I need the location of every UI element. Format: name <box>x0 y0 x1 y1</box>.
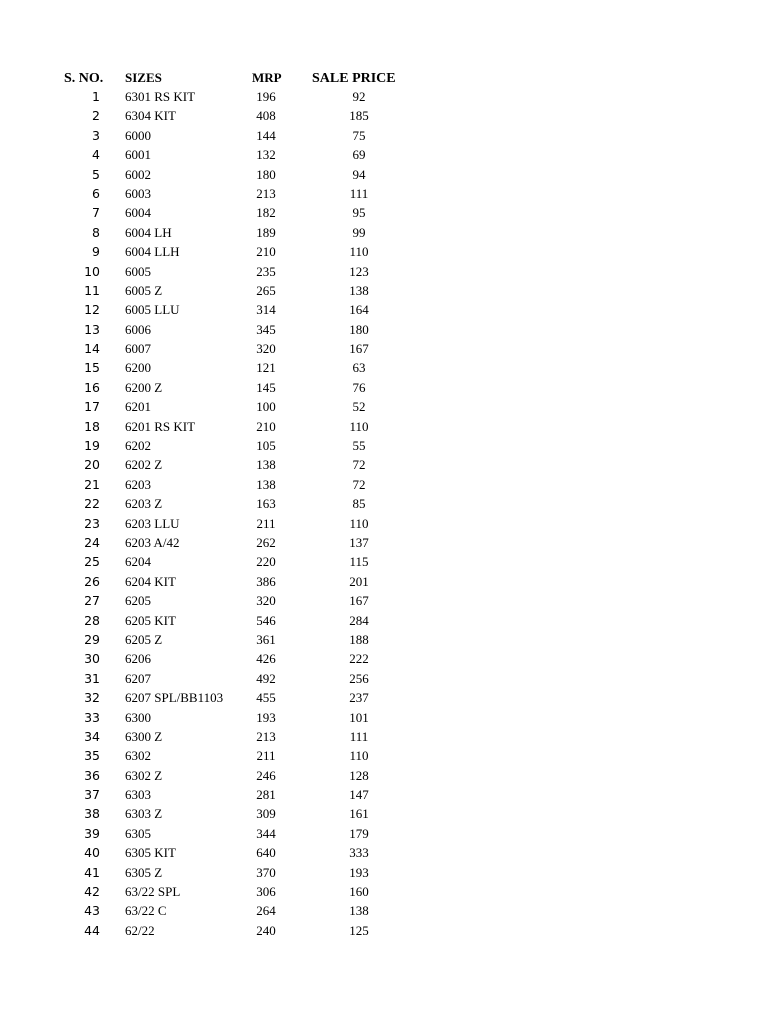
cell-size: 6206 <box>125 651 151 667</box>
cell-size: 6006 <box>125 321 151 337</box>
cell-sno: 10 <box>84 263 100 279</box>
cell-sale-price: 110 <box>349 244 369 260</box>
cell-size: 6205 <box>125 593 151 609</box>
cell-size: 6302 Z <box>125 767 163 783</box>
cell-size: 6301 RS KIT <box>125 89 196 104</box>
cell-size: 6303 <box>125 787 151 803</box>
cell-size: 6004 LLH <box>125 244 180 260</box>
table-row <box>0 921 768 940</box>
cell-sale-price: 284 <box>349 612 369 628</box>
cell-sale-price: 125 <box>349 922 369 938</box>
cell-sno: 36 <box>84 767 100 783</box>
table-row <box>0 455 768 474</box>
cell-sno: 29 <box>84 631 100 647</box>
cell-sale-price: 164 <box>349 302 369 318</box>
cell-mrp: 220 <box>256 554 276 570</box>
cell-mrp: 320 <box>256 341 276 357</box>
cell-sno: 33 <box>84 709 100 725</box>
cell-sno: 17 <box>84 399 100 415</box>
cell-sale-price: 188 <box>349 631 369 647</box>
cell-sale-price: 167 <box>349 341 369 357</box>
cell-sno: 3 <box>92 127 100 143</box>
table-row <box>0 649 768 668</box>
cell-sale-price: 256 <box>349 670 369 686</box>
cell-size: 6203 A/42 <box>125 534 180 550</box>
cell-sno: 24 <box>84 534 100 550</box>
table-row <box>0 863 768 882</box>
cell-sale-price: 69 <box>352 147 366 163</box>
cell-mrp: 213 <box>256 185 276 201</box>
cell-sale-price: 63 <box>352 360 366 376</box>
cell-sale-price: 75 <box>352 127 366 143</box>
cell-size: 6207 SPL/BB1103 <box>125 690 224 706</box>
cell-size: 6305 <box>125 825 151 841</box>
cell-sno: 20 <box>84 457 100 473</box>
cell-size: 6202 Z <box>125 457 163 473</box>
cell-mrp: 455 <box>256 690 276 706</box>
table-row <box>0 339 768 358</box>
cell-size: 6002 <box>125 166 151 182</box>
cell-size: 6303 Z <box>125 806 163 822</box>
cell-sale-price: 237 <box>349 690 369 706</box>
cell-sno: 6 <box>92 185 100 201</box>
cell-sno: 38 <box>84 806 100 822</box>
cell-mrp: 210 <box>256 418 276 434</box>
cell-size: 6005 <box>125 263 151 279</box>
cell-sno: 16 <box>84 379 100 395</box>
cell-sale-price: 110 <box>349 515 369 531</box>
cell-mrp: 193 <box>256 709 276 725</box>
table-row <box>0 262 768 281</box>
cell-mrp: 163 <box>256 496 276 512</box>
cell-sale-price: 110 <box>349 748 369 764</box>
cell-sno: 34 <box>84 728 100 744</box>
cell-size: 6001 <box>125 147 151 163</box>
table-row <box>0 126 768 145</box>
table-row <box>0 281 768 300</box>
cell-sale-price: 55 <box>352 438 366 454</box>
cell-size: 6300 <box>125 709 151 725</box>
table-row <box>0 397 768 416</box>
header-sizes: SIZES <box>125 70 162 85</box>
cell-mrp: 344 <box>256 825 276 841</box>
cell-mrp: 132 <box>256 147 276 163</box>
cell-sale-price: 111 <box>349 728 369 744</box>
cell-size: 6004 <box>125 205 151 221</box>
cell-sno: 42 <box>84 884 100 900</box>
cell-sale-price: 138 <box>349 282 369 298</box>
table-row <box>0 165 768 184</box>
cell-mrp: 182 <box>256 205 276 221</box>
table-row <box>0 572 768 591</box>
cell-sale-price: 92 <box>352 89 366 104</box>
cell-sno: 21 <box>84 476 100 492</box>
cell-sno: 4 <box>92 147 100 163</box>
cell-size: 6003 <box>125 185 151 201</box>
cell-sno: 41 <box>84 864 100 880</box>
cell-sno: 27 <box>84 593 100 609</box>
cell-mrp: 211 <box>256 515 276 531</box>
cell-sale-price: 95 <box>352 205 366 221</box>
cell-mrp: 361 <box>256 631 276 647</box>
cell-mrp: 386 <box>256 573 276 589</box>
cell-sno: 23 <box>84 515 100 531</box>
cell-size: 6302 <box>125 748 151 764</box>
cell-mrp: 426 <box>256 651 276 667</box>
cell-sno: 9 <box>92 244 100 260</box>
cell-mrp: 180 <box>256 166 276 182</box>
cell-mrp: 265 <box>256 282 276 298</box>
table-row <box>0 358 768 377</box>
table-row <box>0 475 768 494</box>
cell-sno: 18 <box>84 418 100 434</box>
cell-size: 6204 KIT <box>125 573 176 589</box>
cell-mrp: 306 <box>256 884 276 900</box>
table-row <box>0 533 768 552</box>
price-table-body <box>0 87 768 940</box>
cell-sale-price: 101 <box>349 709 369 725</box>
cell-sno: 44 <box>84 922 100 938</box>
table-row <box>0 843 768 862</box>
cell-size: 6203 Z <box>125 496 163 512</box>
table-row <box>0 746 768 765</box>
cell-mrp: 314 <box>256 302 276 318</box>
table-row <box>0 785 768 804</box>
cell-sale-price: 76 <box>352 379 366 395</box>
cell-sale-price: 128 <box>349 767 369 783</box>
cell-sale-price: 185 <box>349 108 369 124</box>
table-row <box>0 727 768 746</box>
cell-sno: 40 <box>84 845 100 861</box>
cell-size: 6207 <box>125 670 151 686</box>
cell-mrp: 213 <box>256 728 276 744</box>
cell-size: 6300 Z <box>125 728 163 744</box>
cell-size: 6007 <box>125 341 151 357</box>
cell-sno: 25 <box>84 554 100 570</box>
cell-sale-price: 72 <box>352 476 366 492</box>
table-row <box>0 242 768 261</box>
cell-mrp: 100 <box>256 399 276 415</box>
cell-sale-price: 111 <box>349 185 369 201</box>
cell-sno: 7 <box>92 205 100 221</box>
cell-sno: 26 <box>84 573 100 589</box>
cell-size: 6205 Z <box>125 631 163 647</box>
cell-size: 63/22 SPL <box>125 884 181 900</box>
cell-sale-price: 94 <box>352 166 366 182</box>
table-row <box>0 436 768 455</box>
table-row <box>0 203 768 222</box>
table-row <box>0 378 768 397</box>
cell-size: 6200 Z <box>125 379 163 395</box>
cell-mrp: 144 <box>256 127 276 143</box>
cell-mrp: 211 <box>256 748 276 764</box>
cell-mrp: 370 <box>256 864 276 880</box>
cell-size: 6005 LLU <box>125 302 180 318</box>
cell-mrp: 138 <box>256 457 276 473</box>
cell-sale-price: 85 <box>352 496 366 512</box>
cell-mrp: 320 <box>256 593 276 609</box>
cell-sale-price: 110 <box>349 418 369 434</box>
cell-mrp: 408 <box>256 108 276 124</box>
cell-mrp: 281 <box>256 787 276 803</box>
cell-sale-price: 160 <box>349 884 369 900</box>
cell-size: 6203 LLU <box>125 515 180 531</box>
cell-size: 6204 <box>125 554 151 570</box>
table-row <box>0 87 768 106</box>
table-row <box>0 824 768 843</box>
cell-size: 6205 KIT <box>125 612 176 628</box>
cell-mrp: 246 <box>256 767 276 783</box>
cell-sno: 8 <box>92 224 100 240</box>
table-row <box>0 630 768 649</box>
cell-mrp: 309 <box>256 806 276 822</box>
cell-sno: 5 <box>92 166 100 182</box>
table-row <box>0 417 768 436</box>
table-row <box>0 106 768 125</box>
cell-size: 6305 Z <box>125 864 163 880</box>
table-row <box>0 766 768 785</box>
cell-mrp: 345 <box>256 321 276 337</box>
cell-mrp: 105 <box>256 438 276 454</box>
table-row <box>0 300 768 319</box>
cell-sno: 14 <box>84 341 100 357</box>
cell-sno: 13 <box>84 321 100 337</box>
cell-sno: 37 <box>84 787 100 803</box>
cell-size: 6005 Z <box>125 282 163 298</box>
cell-sale-price: 333 <box>349 845 369 861</box>
table-row <box>0 669 768 688</box>
cell-sale-price: 179 <box>349 825 369 841</box>
cell-size: 63/22 C <box>125 903 167 919</box>
cell-sno: 15 <box>84 360 100 376</box>
table-row <box>0 223 768 242</box>
cell-sno: 1 <box>92 89 100 104</box>
cell-size: 6304 KIT <box>125 108 176 124</box>
table-row <box>0 514 768 533</box>
table-row <box>0 708 768 727</box>
cell-sale-price: 201 <box>349 573 369 589</box>
cell-mrp: 121 <box>256 360 276 376</box>
cell-size: 6203 <box>125 476 151 492</box>
cell-sale-price: 138 <box>349 903 369 919</box>
cell-mrp: 145 <box>256 379 276 395</box>
cell-size: 6201 <box>125 399 151 415</box>
cell-size: 62/22 <box>125 922 155 938</box>
table-row <box>0 494 768 513</box>
cell-sno: 19 <box>84 438 100 454</box>
cell-sale-price: 167 <box>349 593 369 609</box>
table-row <box>0 901 768 920</box>
cell-mrp: 546 <box>256 612 276 628</box>
cell-sale-price: 52 <box>352 399 366 415</box>
cell-sno: 30 <box>84 651 100 667</box>
cell-sno: 22 <box>84 496 100 512</box>
cell-sno: 2 <box>92 108 100 124</box>
table-row <box>0 145 768 164</box>
cell-size: 6201 RS KIT <box>125 418 196 434</box>
cell-sno: 28 <box>84 612 100 628</box>
table-row <box>0 882 768 901</box>
table-row <box>0 184 768 203</box>
table-row <box>0 611 768 630</box>
cell-sale-price: 99 <box>352 224 366 240</box>
cell-sale-price: 147 <box>349 787 369 803</box>
header-sno: S. NO. <box>64 71 104 86</box>
cell-sno: 43 <box>84 903 100 919</box>
cell-mrp: 138 <box>256 476 276 492</box>
cell-sno: 39 <box>84 825 100 841</box>
cell-sale-price: 137 <box>349 534 369 550</box>
cell-mrp: 262 <box>256 534 276 550</box>
cell-mrp: 210 <box>256 244 276 260</box>
cell-mrp: 240 <box>256 922 276 938</box>
table-row <box>0 591 768 610</box>
cell-sale-price: 222 <box>349 651 369 667</box>
cell-sale-price: 180 <box>349 321 369 337</box>
cell-mrp: 492 <box>256 670 276 686</box>
cell-sno: 32 <box>84 690 100 706</box>
cell-sale-price: 115 <box>349 554 369 570</box>
cell-sale-price: 193 <box>349 864 369 880</box>
cell-size: 6305 KIT <box>125 845 176 861</box>
cell-size: 6004 LH <box>125 224 172 240</box>
header-sale-price: SALE PRICE <box>312 71 396 86</box>
cell-sale-price: 72 <box>352 457 366 473</box>
cell-mrp: 189 <box>256 224 276 240</box>
header-mrp: MRP <box>252 70 282 85</box>
cell-sno: 11 <box>84 282 100 298</box>
table-row <box>0 804 768 823</box>
cell-sale-price: 123 <box>349 263 369 279</box>
cell-size: 6202 <box>125 438 151 454</box>
cell-sno: 31 <box>84 670 100 686</box>
table-row <box>0 320 768 339</box>
table-row <box>0 552 768 571</box>
cell-mrp: 235 <box>256 263 276 279</box>
cell-size: 6200 <box>125 360 151 376</box>
cell-sale-price: 161 <box>349 806 369 822</box>
cell-size: 6000 <box>125 127 151 143</box>
cell-sno: 12 <box>84 302 100 318</box>
table-row <box>0 688 768 707</box>
cell-mrp: 640 <box>256 845 276 861</box>
cell-mrp: 264 <box>256 903 276 919</box>
cell-mrp: 196 <box>256 89 276 104</box>
cell-sno: 35 <box>84 748 100 764</box>
